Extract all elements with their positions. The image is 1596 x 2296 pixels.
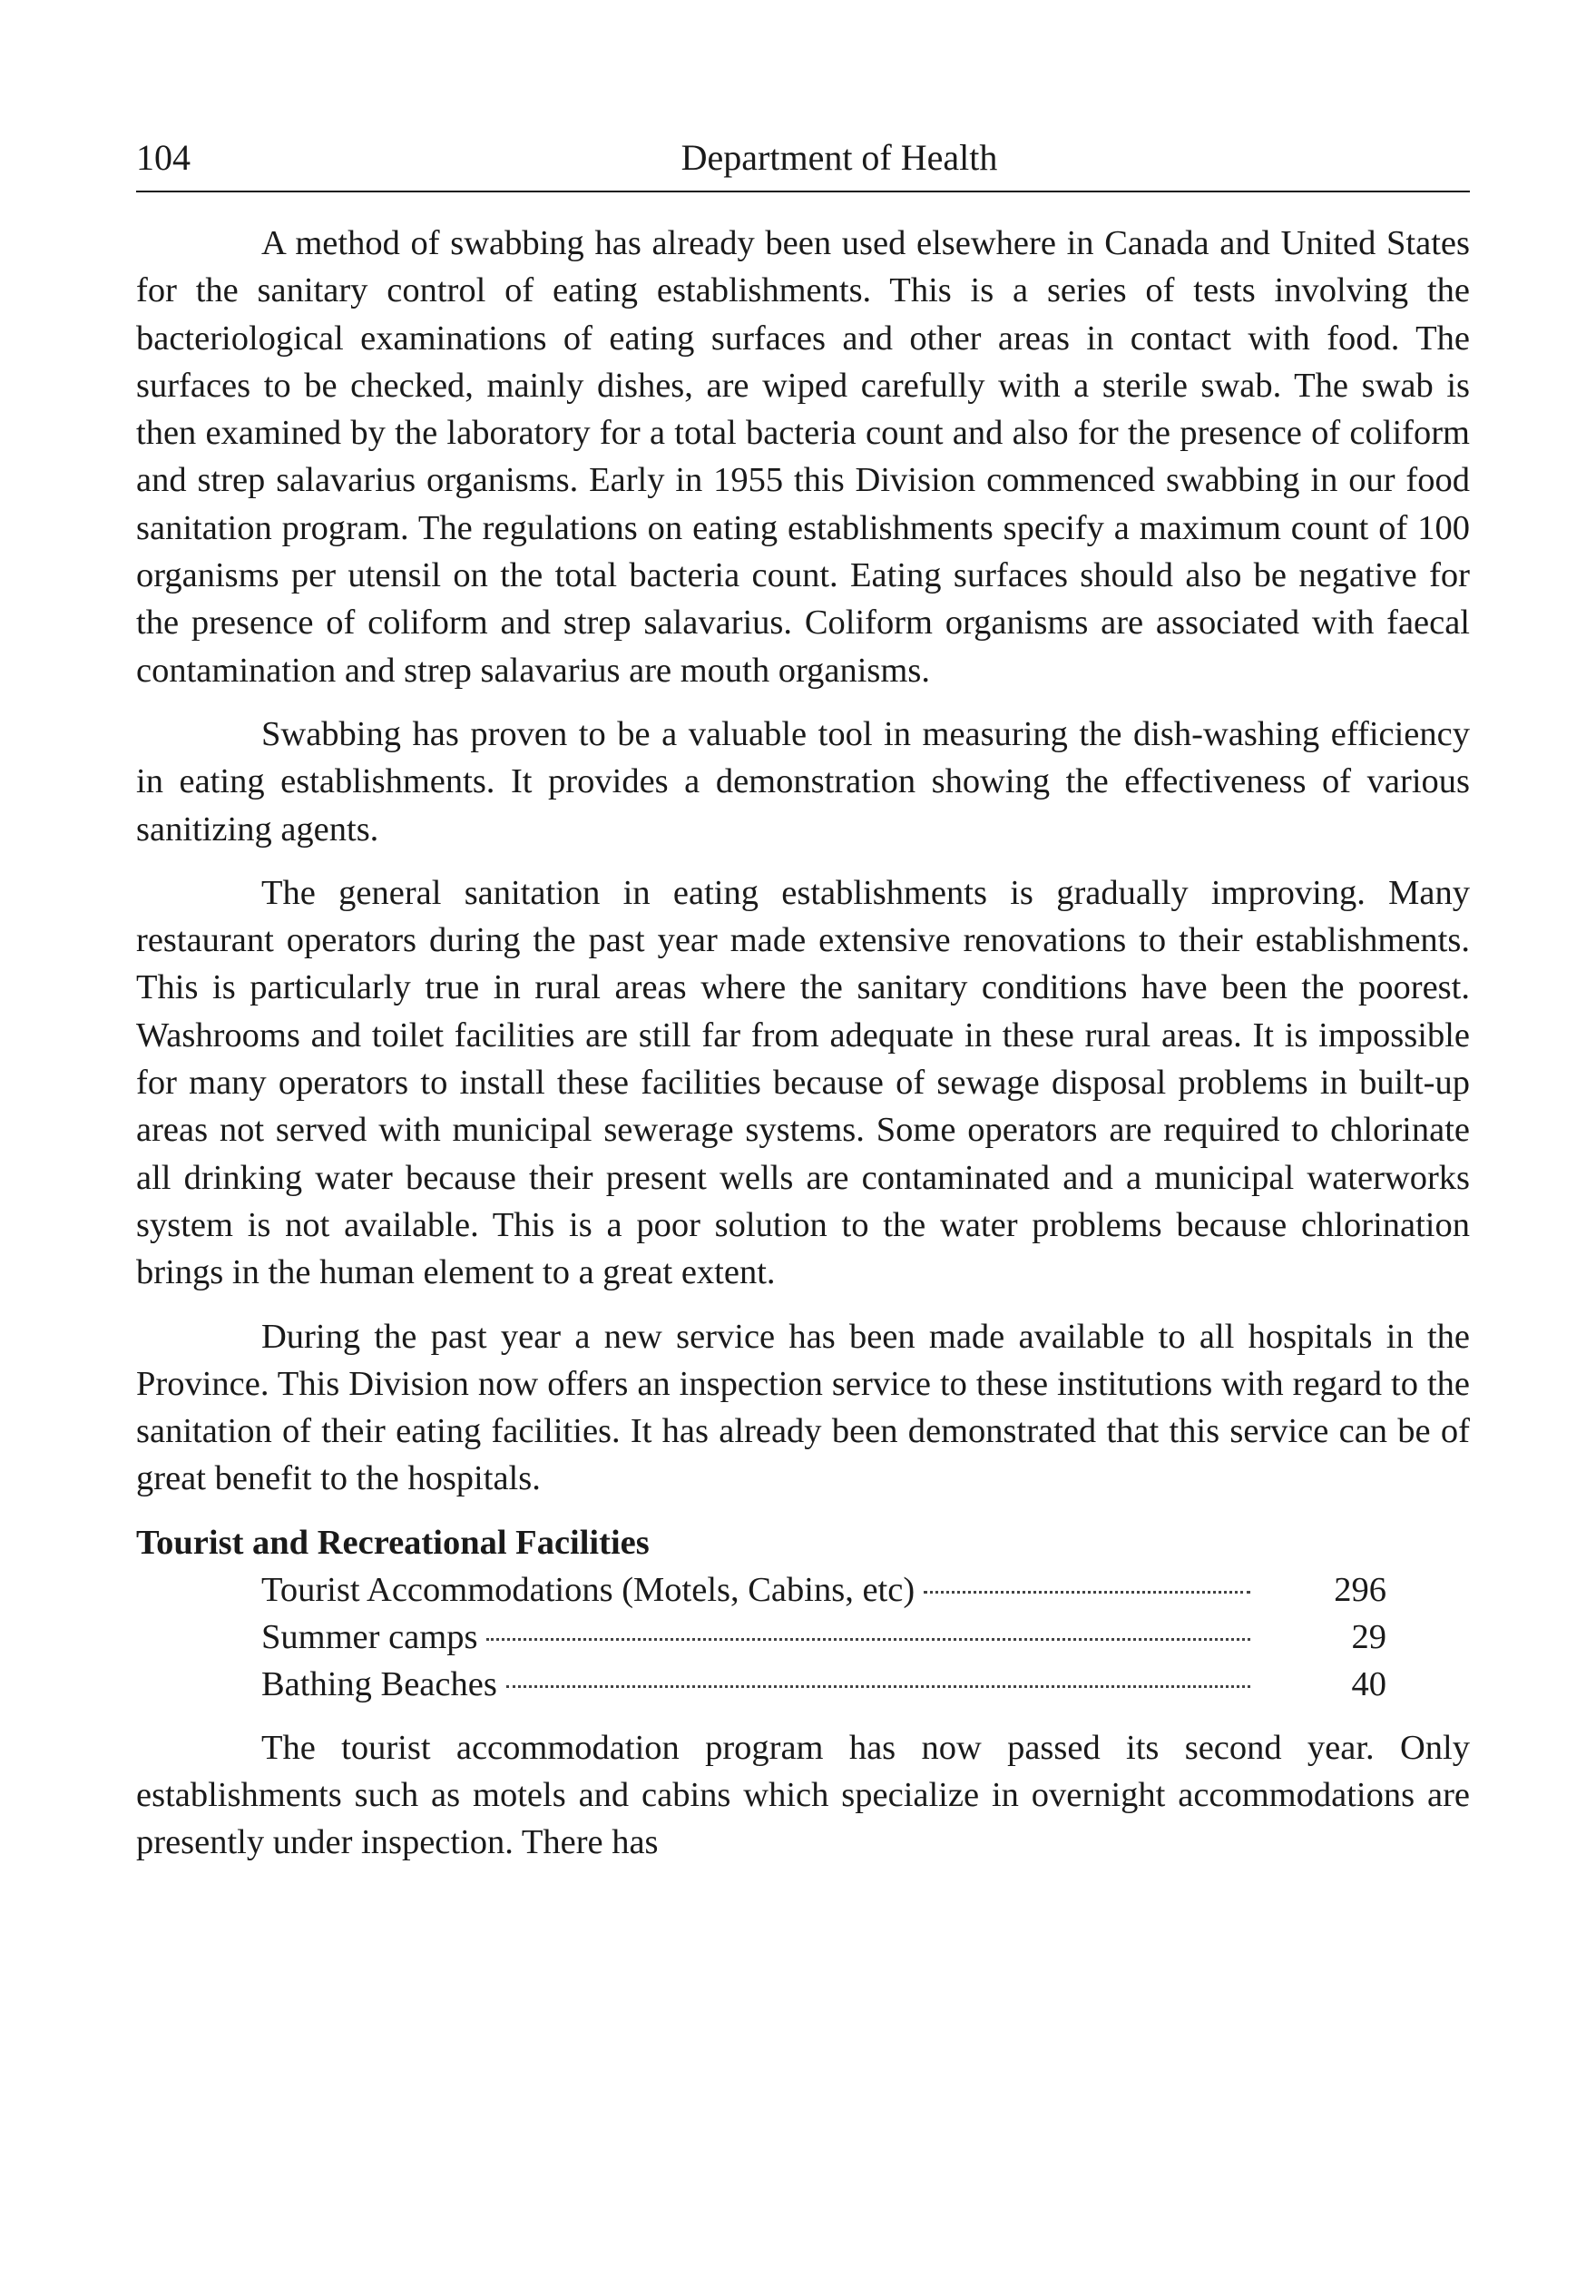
page-number: 104 [136, 137, 191, 178]
document-page [136, 136, 1470, 1883]
body-text [136, 220, 1470, 1867]
facility-label: Tourist Accommodations (Motels, Cabins, etc) [261, 1570, 915, 1609]
header-rule [136, 191, 1470, 192]
paragraph-tourist-program: The tourist accommodation program has now passed its second year. Only establishments such as motels and cabins which specialize in overnight accommodations are presently under inspection. There has [136, 1728, 1470, 1862]
paragraph-general-sanitation: The general sanitation in eating establishments is gradually improving. Many restaurant operators during the past year made extensive renovations to their establishments. This is particularly true in rural areas where the sanitary conditions have been the poorest. Washrooms and toilet facilities are still far from adequate in these rural areas. It is impossible for many operators to install these facilities because of sewage disposal problems in built-up areas not served with municipal sewerage systems. Some operators are required to chlorinate all drinking water because their present wells are contaminated and a municipal waterworks system is not available. This is a poor solution to the water problems because chlorination brings in the human element to a great extent. [136, 873, 1470, 1292]
facility-label: Summer camps [261, 1617, 478, 1656]
dot-leader [506, 1685, 1250, 1688]
dot-leader [924, 1591, 1250, 1594]
facility-label: Bathing Beaches [261, 1664, 497, 1703]
section-heading: Tourist and Recreational Facilities [136, 1523, 650, 1562]
facility-row-summer-camps [261, 1614, 1386, 1661]
paragraph-hospital-service: During the past year a new service has been made available to all hospitals in the Province. This Division now offers an inspection service to these institutions with regard to the sanitation of their eating facilities. It has already been demonstrated that this service can be of great benefit to the hospitals. [136, 1317, 1470, 1498]
facility-count: 296 [1334, 1570, 1386, 1609]
facility-count: 40 [1351, 1664, 1386, 1703]
paragraph-swabbing-method: A method of swabbing has already been used elsewhere in Canada and United States for the sanitary control of eating establishments. This is a series of tests involving the bacteriological examinations of eating surfaces and other areas in contact with food. The surfaces to be checked, mainly dishes, are wiped carefully with a sterile swab. The swab is then examined by the laboratory for a total bacteria count and also for the presence of coliform and strep salavarius organisms. Early in 1955 this Division commenced swabbing in our food sanitation program. The regulations on eating establishments specify a maximum count of 100 organisms per utensil on the total bacteria count. Eating surfaces should also be negative for the presence of coliform and strep salavarius. Coliform organisms are associated with faecal contamination and strep salavarius are mouth organisms. [136, 224, 1470, 690]
dot-leader [486, 1638, 1250, 1641]
facilities-list [261, 1566, 1386, 1708]
facility-row-bathing-beaches [261, 1661, 1386, 1708]
facility-row-tourist-accommodations [261, 1566, 1386, 1614]
paragraph-swabbing-value: Swabbing has proven to be a valuable tool in measuring the dish-washing efficiency in eating establishments. It provides a demonstration showing the effectiveness of various sanitizing agents. [136, 714, 1470, 849]
facility-count: 29 [1351, 1617, 1386, 1656]
running-head [136, 136, 1470, 180]
running-title: Department of Health [681, 137, 998, 178]
